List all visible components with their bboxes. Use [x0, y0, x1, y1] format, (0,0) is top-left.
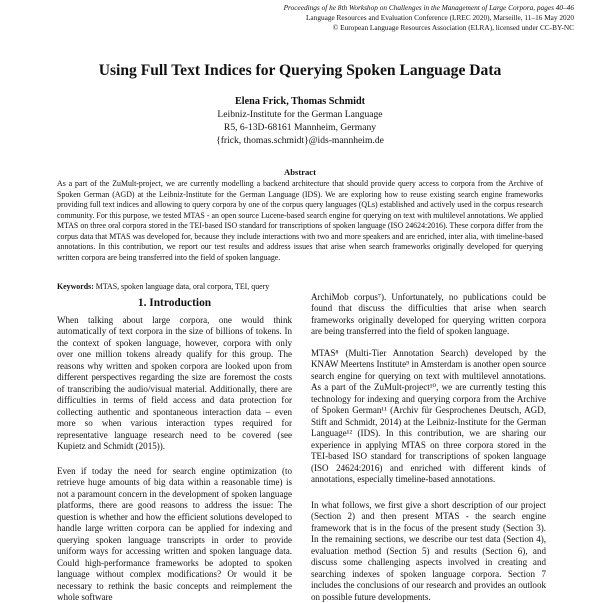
affiliation-address: R5, 6-13D-68161 Mannheim, Germany [223, 122, 377, 133]
abstract-heading: Abstract [284, 167, 316, 177]
paper-authors: Elena Frick, Thomas Schmidt [235, 96, 365, 107]
license-header-line: © European Language Resources Association (ELRA), licensed under CC-BY-NC [332, 23, 574, 32]
affiliation-institute: Leibniz-Institute for the German Language [217, 109, 383, 120]
keywords-line [57, 282, 543, 292]
conference-header-line: Language Resources and Evaluation Conference (LREC 2020), Marseille, 11–16 May 2020 [305, 13, 574, 22]
paper-title: Using Full Text Indices for Querying Spoken Language Data [98, 62, 502, 79]
intro-paragraph-1: When talking about large corpora, one would think automatically of text corpora in the size of billions of tokens. In the context of spoken language, however, corpora with only over one million tokens already qualify for this group. The reasons why written and spoken corpora are looked upon from different perspectives regarding the size are foremost the costs of transcribing the audio/visual material. Additionally, there are difficulties in terms of field access and data protection for collecting authentic and spontaneous interaction data – even more so when various interaction types required for representative language research need to be covered (see Kupietz and Schmidt (2015)). [57, 315, 292, 451]
keywords-text: MTAS, spoken language data, oral corpora, TEI, query [93, 282, 270, 291]
proceedings-header-line: Proceedings of he 8th Workshop on Challenges in the Management of Large Corpora, pages 40–46 [283, 3, 574, 12]
intro-paragraph-2-continued: ArchiMob corpus⁷). Unfortunately, no publications could be found that discuss the difficulties that arise when search frameworks originally developed for querying written corpora are being transferred into the field of spoken language. [311, 292, 546, 337]
intro-paragraph-3: MTAS⁸ (Multi-Tier Annotation Search) developed by the KNAW Meertens Institute⁹ in Amsterdam is another open source search engine for querying on text with multilevel annotations. As a part of the ZuMult-project¹⁰, we are currently testing this technology for indexing and querying corpora from the Archive of Spoken German¹¹ (Archiv für Gesprochenes Deutsch, AGD, Stift and Schmidt, 2014) at the Leibniz-Institute for the German Language¹² (IDS). In this contribution, we are sharing our experience in applying MTAS on three corpora stored in the TEI-based ISO standard for transcriptions of spoken language (ISO 24624:2016) and enriched with different kinds of annotations, especially timeline-based annotations. [311, 348, 546, 484]
affiliation-email: {frick, thomas.schmidt}@ids-mannheim.de [216, 135, 384, 146]
section-heading-introduction: 1. Introduction [137, 297, 212, 309]
intro-paragraph-4: In what follows, we first give a short description of our project (Section 2) and then present MTAS - the search engine framework that is in the focus of the present study (Section 3). In the remaining sections, we describe our test data (Section 4), evaluation method (Section 5) and results (Section 6), and discuss some challenging aspects involved in creating and searching indexes of spoken language corpora. Section 7 includes the conclusions of our research and provides an outlook on possible future developments. [311, 500, 546, 602]
abstract-text: As a part of the ZuMult-project, we are currently modelling a backend architecture that should provide query access to corpora from the Archive of Spoken German (AGD) at the Leibniz-Institute for the German Language (IDS). We are exploring how to reuse existing search engine frameworks providing full text indices and allowing to query corpora by one of the corpus query languages (QLs) established and actively used in the corpus research community. For this purpose, we tested MTAS - an open source Lucene-based search engine for querying on text with multilevel annotations. We applied MTAS on three oral corpora stored in the TEI-based ISO standard for transcriptions of spoken language (ISO 24624:2016). These corpora differ from the corpus data that MTAS was developed for, because they include interactions with two and more speakers and are enriched, inter alia, with timeline-based annotations. In this contribution, we report our test results and address issues that arise when search frameworks originally developed for querying written corpora are being transferred into the field of spoken language. [57, 179, 543, 262]
intro-paragraph-2: Even if today the need for search engine optimization (to retrieve huge amounts of big data within a reasonable time) is not a paramount concern in the development of spoken language platforms, there are good reasons to address the issue: The question is whether and how the efficient solutions developed to handle large written corpora can be applied for indexing and querying spoken language transcripts in order to provide uniform ways for accessing written and spoken language data. Could high-performance frameworks be adopted to spoken language without complex modifications? Or would it be necessary to rethink the basic concepts and reimplement the whole software [57, 466, 292, 602]
keywords-label: Keywords: [57, 282, 94, 291]
